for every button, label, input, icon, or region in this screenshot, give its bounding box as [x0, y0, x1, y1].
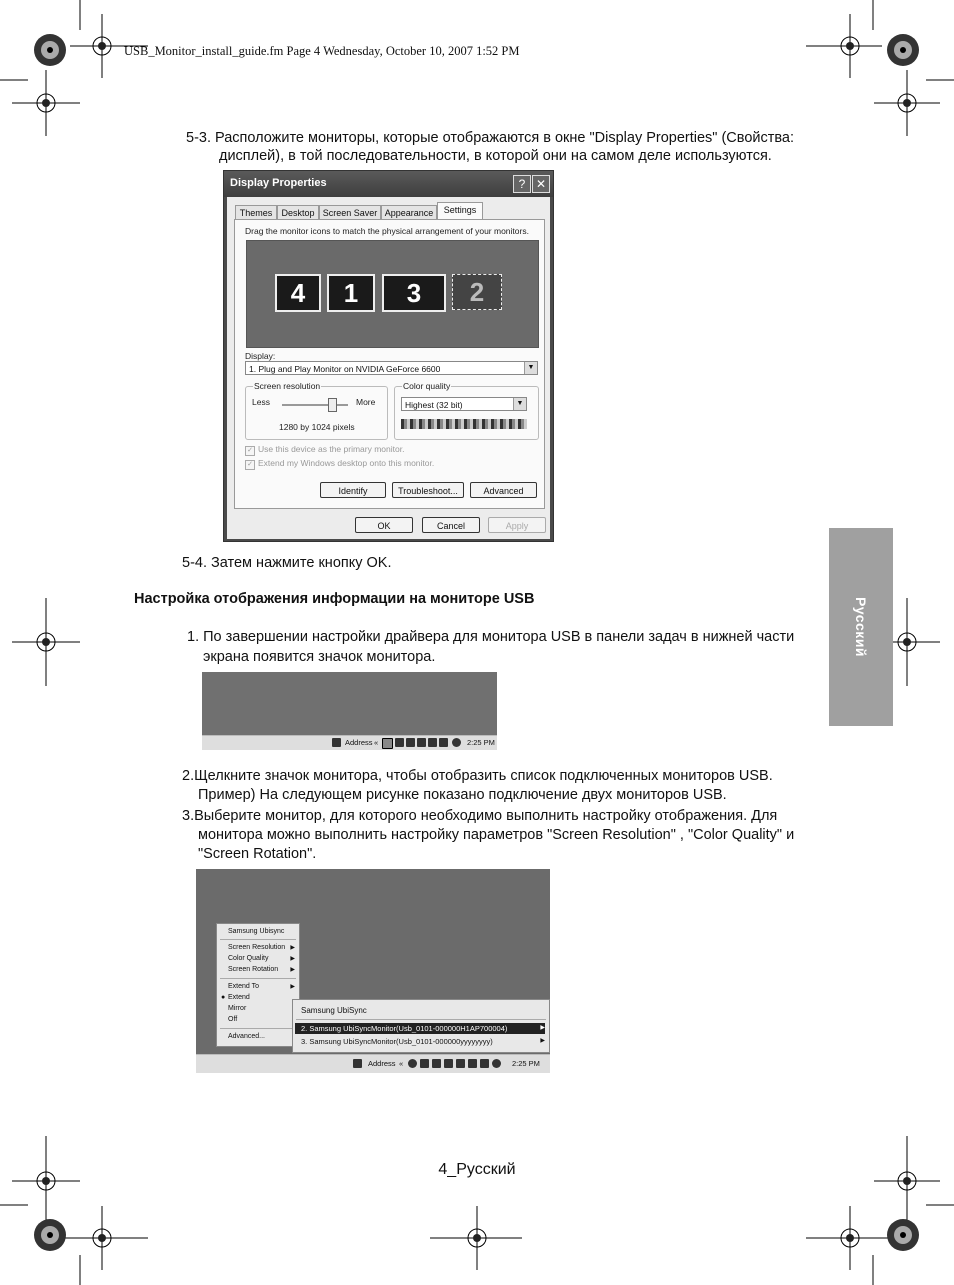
primary-monitor-label: Use this device as the primary monitor.	[258, 444, 405, 454]
drag-instruction: Drag the monitor icons to match the physical arrangement of your monitors.	[245, 226, 529, 236]
context-menu: Samsung Ubisync Screen Resolution ▶ Color Quality ▶ Screen Rotation ▶ Extend To ▶ ● Extend Mirror Off Advanced...	[216, 923, 300, 1047]
submenu-header: Samsung UbiSync	[301, 1006, 367, 1015]
context-menu-screenshot	[196, 869, 550, 1073]
section-title: Настройка отображения информации на мониторе USB	[134, 591, 535, 607]
tray-icon	[444, 1059, 453, 1068]
tab-appearance[interactable]: Appearance	[381, 205, 437, 221]
app-icon	[353, 1059, 362, 1068]
resolution-slider-thumb[interactable]	[328, 398, 337, 412]
tray-icon	[492, 1059, 501, 1068]
step-3-line3: "Screen Rotation".	[198, 846, 317, 862]
less-label: Less	[252, 397, 270, 407]
tray-icon	[406, 738, 415, 747]
step-2-line1: 2.Щелкните значок монитора, чтобы отобразить список подключенных мониторов USB.	[182, 768, 773, 784]
color-quality-select[interactable]	[401, 397, 527, 411]
more-label: More	[356, 397, 376, 407]
tray-icon	[439, 738, 448, 747]
tray-icon	[452, 738, 461, 747]
tab-screen-saver[interactable]: Screen Saver	[319, 205, 381, 221]
cancel-button[interactable]: Cancel	[422, 517, 480, 533]
display-label: Display:	[245, 351, 276, 361]
tab-desktop[interactable]: Desktop	[277, 205, 319, 221]
display-select[interactable]	[245, 361, 538, 375]
address-label: Address	[368, 1059, 396, 1068]
submenu-monitor-2[interactable]: 2. Samsung UbiSyncMonitor(Usb_0101-000000H1AP700004)	[301, 1024, 508, 1033]
dialog-title: Display Properties	[230, 177, 327, 189]
extend-desktop-label: Extend my Windows desktop onto this monitor.	[258, 458, 435, 468]
display-select-value: 1. Plug and Play Monitor on NVIDIA GeForce 6600	[249, 364, 441, 374]
settings-panel	[234, 219, 545, 509]
resolution-label: Screen resolution	[254, 381, 321, 391]
step-5-3-line1: 5-3. Расположите мониторы, которые отображаются в окне "Display Properties" (Свойства:	[186, 130, 795, 146]
chevron-down-icon: ▼	[524, 362, 537, 374]
advanced-button[interactable]: Advanced	[470, 482, 537, 498]
usb-monitor-tray-icon[interactable]	[420, 1059, 429, 1068]
menu-item-color-quality[interactable]: Color Quality	[228, 955, 269, 962]
monitor-icon-1[interactable]: 1	[327, 274, 375, 312]
tab-settings[interactable]: Settings	[437, 202, 483, 221]
menu-item-samsung-ubisync[interactable]: Samsung Ubisync	[228, 928, 285, 935]
monitor-icon-2[interactable]: 2	[452, 274, 502, 310]
tab-themes[interactable]: Themes	[235, 205, 277, 221]
apply-button[interactable]: Apply	[488, 517, 546, 533]
clock: 2:25 PM	[512, 1059, 540, 1068]
resolution-value: 1280 by 1024 pixels	[279, 422, 355, 432]
help-icon[interactable]: ?	[513, 175, 531, 193]
color-quality-group	[394, 381, 539, 440]
display-properties-dialog	[223, 170, 554, 542]
menu-item-extend[interactable]: Extend	[228, 994, 250, 1001]
language-side-tab	[829, 528, 893, 726]
step-2-line2: Пример) На следующем рисунке показано подключение двух мониторов USB.	[198, 787, 727, 803]
step-1-line1: 1. По завершении настройки драйвера для монитора USB в панели задач в нижней части	[187, 629, 795, 645]
taskbar: Address « 2:25 PM	[202, 735, 497, 750]
color-bar	[401, 419, 527, 429]
tray-icon	[417, 738, 426, 747]
step-5-4: 5-4. Затем нажмите кнопку OK.	[182, 555, 392, 571]
address-label: Address	[345, 738, 373, 747]
tray-icon	[428, 738, 437, 747]
taskbar-screenshot	[202, 672, 497, 750]
ok-button[interactable]: OK	[355, 517, 413, 533]
submenu-monitor-3[interactable]: 3. Samsung UbiSyncMonitor(Usb_0101-000000yyyyyyyy)	[301, 1037, 493, 1046]
extend-desktop-checkbox[interactable]: ✓	[245, 460, 255, 470]
color-quality-label: Color quality	[403, 381, 451, 391]
clock: 2:25 PM	[467, 738, 495, 747]
side-tab-label: Русский	[853, 596, 869, 658]
dialog-title-bar	[224, 171, 553, 197]
taskbar: Address « 2:25 PM	[196, 1054, 550, 1073]
monitor-icon-3[interactable]: 3	[382, 274, 446, 312]
tray-icon	[468, 1059, 477, 1068]
monitor-submenu: Samsung UbiSync 2. Samsung UbiSyncMonitor(Usb_0101-000000H1AP700004) ▶ 3. Samsung UbiSyncMonitor(Usb_0101-000000yyyyyyyy) ▶	[292, 999, 550, 1053]
resolution-group	[245, 381, 388, 440]
step-3-line1: 3.Выберите монитор, для которого необходимо выполнить настройку отображения. Для	[182, 808, 778, 824]
menu-item-extend-to[interactable]: Extend To	[228, 983, 260, 990]
monitor-arrangement-area	[246, 240, 539, 348]
tray-icon	[480, 1059, 489, 1068]
selected-bullet-icon: ●	[221, 994, 226, 1001]
menu-item-advanced[interactable]: Advanced...	[228, 1033, 265, 1040]
tray-icon	[432, 1059, 441, 1068]
menu-item-mirror[interactable]: Mirror	[228, 1005, 247, 1012]
chevron-down-icon: ▼	[513, 398, 526, 410]
menu-item-screen-resolution[interactable]: Screen Resolution	[228, 944, 286, 951]
close-icon[interactable]: ✕	[532, 175, 550, 193]
menu-item-screen-rotation[interactable]: Screen Rotation	[228, 966, 279, 973]
primary-monitor-checkbox[interactable]: ✓	[245, 446, 255, 456]
menu-item-off[interactable]: Off	[228, 1016, 238, 1023]
monitor-icon-4[interactable]: 4	[275, 274, 321, 312]
file-header: USB_Monitor_install_guide.fm Page 4 Wednesday, October 10, 2007 1:52 PM	[124, 44, 520, 58]
dialog-body	[227, 197, 550, 539]
identify-button[interactable]: Identify	[320, 482, 386, 498]
color-quality-value: Highest (32 bit)	[405, 400, 463, 410]
tray-icon	[456, 1059, 465, 1068]
app-icon	[332, 738, 341, 747]
tray-icon	[395, 738, 404, 747]
usb-monitor-tray-icon[interactable]	[382, 738, 393, 749]
tray-icon	[408, 1059, 417, 1068]
resolution-slider-track[interactable]	[282, 404, 348, 406]
page-footer: 4_Русский	[438, 1161, 516, 1178]
troubleshoot-button[interactable]: Troubleshoot...	[392, 482, 464, 498]
step-5-3-line2: дисплей), в той последовательности, в которой они на самом деле используются.	[219, 148, 772, 164]
step-3-line2: монитора можно выполнить настройку параметров "Screen Resolution" , "Color Quality" и	[198, 827, 795, 843]
step-1-line2: экрана появится значок монитора.	[203, 649, 436, 665]
